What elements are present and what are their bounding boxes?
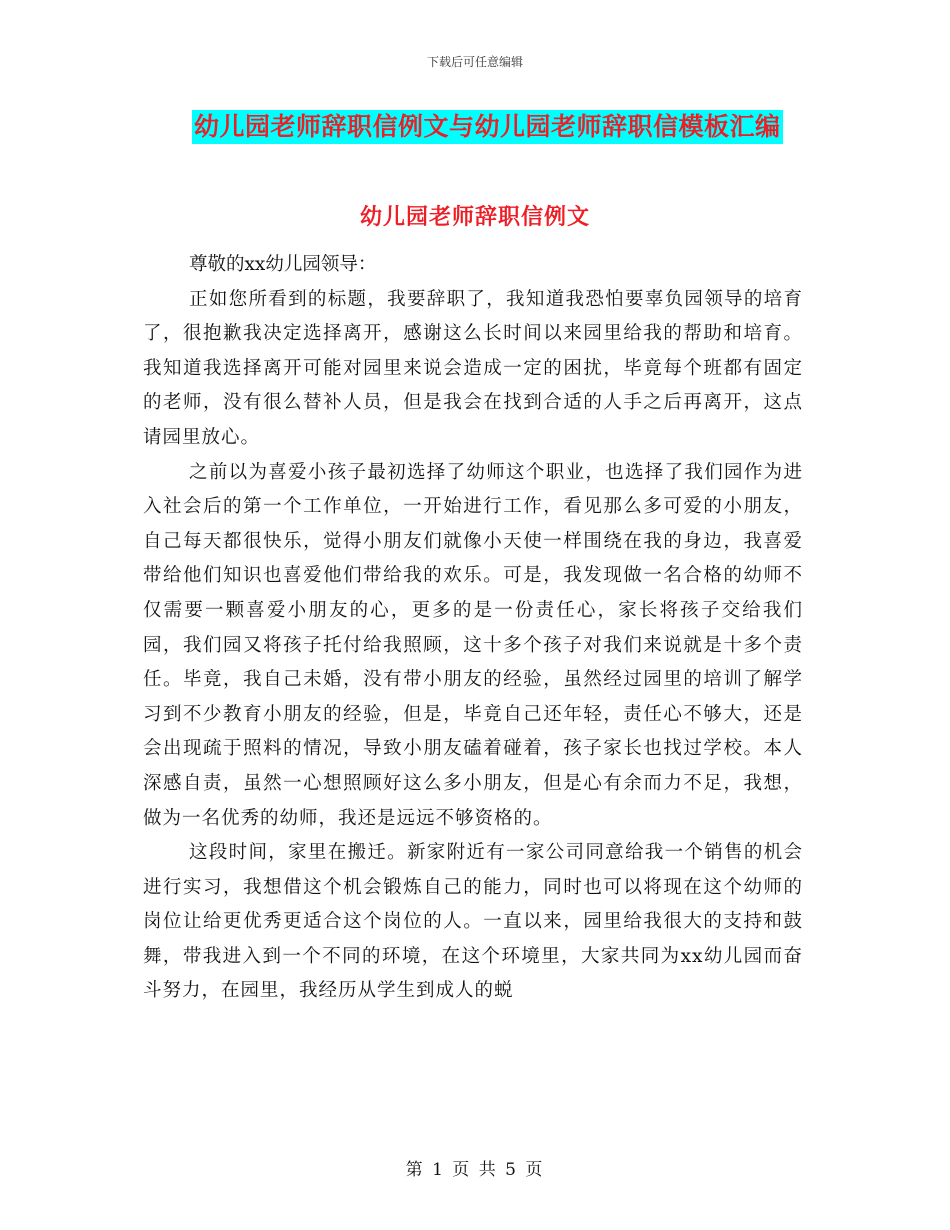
letter-paragraph-3: 这段时间，家里在搬迁。新家附近有一家公司同意给我一个销售的机会进行实习，我想借这个机会锻炼自己的能力，同时也可以将现在这个幼师的岗位让给更优秀更适合这个岗位的人。一直以来，园里给我很大的支持和鼓舞，带我进入到一个不同的环境，在这个环境里，大家共同为xx幼儿园而奋斗努力，在园里，我经历从学生到成人的蜕 — [143, 842, 803, 1002]
section-title: 幼儿园老师辞职信例文 — [359, 204, 590, 230]
letter-paragraph-2: 之前以为喜爱小孩子最初选择了幼师这个职业，也选择了我们园作为进入社会后的第一个工作单位，一开始进行工作，看见那么多可爱的小朋友，自己每天都很快乐，觉得小朋友们就像小天使一样围绕在我的身边，我喜爱带给他们知识也喜爱他们带给我的欢乐。可是，我发现做一名合格的幼师不仅需要一颗喜爱小朋友的心，更多的是一份责任心，家长将孩子交给我们园，我们园又将孩子托付给我照顾，这十多个孩子对我们来说就是十多个责任。毕竟，我自己未婚，没有带小朋友的经验，虽然经过园里的培训了解学习到不少教育小朋友的经验，但是，毕竟自己还年轻，责任心不够大，还是会出现疏于照料的情况，导致小朋友磕着碰着，孩子家长也找过学校。本人深感自责，虽然一心想照顾好这么多小朋友，但是心有余而力不足，我想，做为一名优秀的幼师，我还是远远不够资格的。 — [143, 461, 803, 829]
page-number-footer: 第 1 页 共 5 页 — [405, 1160, 545, 1180]
letter-salutation: 尊敬的xx幼儿园领导： — [189, 254, 377, 275]
letter-paragraph-1: 正如您所看到的标题，我要辞职了，我知道我恐怕要辜负园领导的培育了，很抱歉我决定选择离开，感谢这么长时间以来园里给我的帮助和培育。我知道我选择离开可能对园里来说会造成一定的困扰，毕竟每个班都有固定的老师，没有很么替补人员，但是我会在找到合适的人手之后再离开，这点请园里放心。 — [143, 288, 803, 448]
page-header-note: 下载后可任意编辑 — [426, 55, 523, 69]
document-title: 幼儿园老师辞职信例文与幼儿园老师辞职信模板汇编 — [192, 110, 783, 144]
letter-body — [143, 248, 803, 1009]
